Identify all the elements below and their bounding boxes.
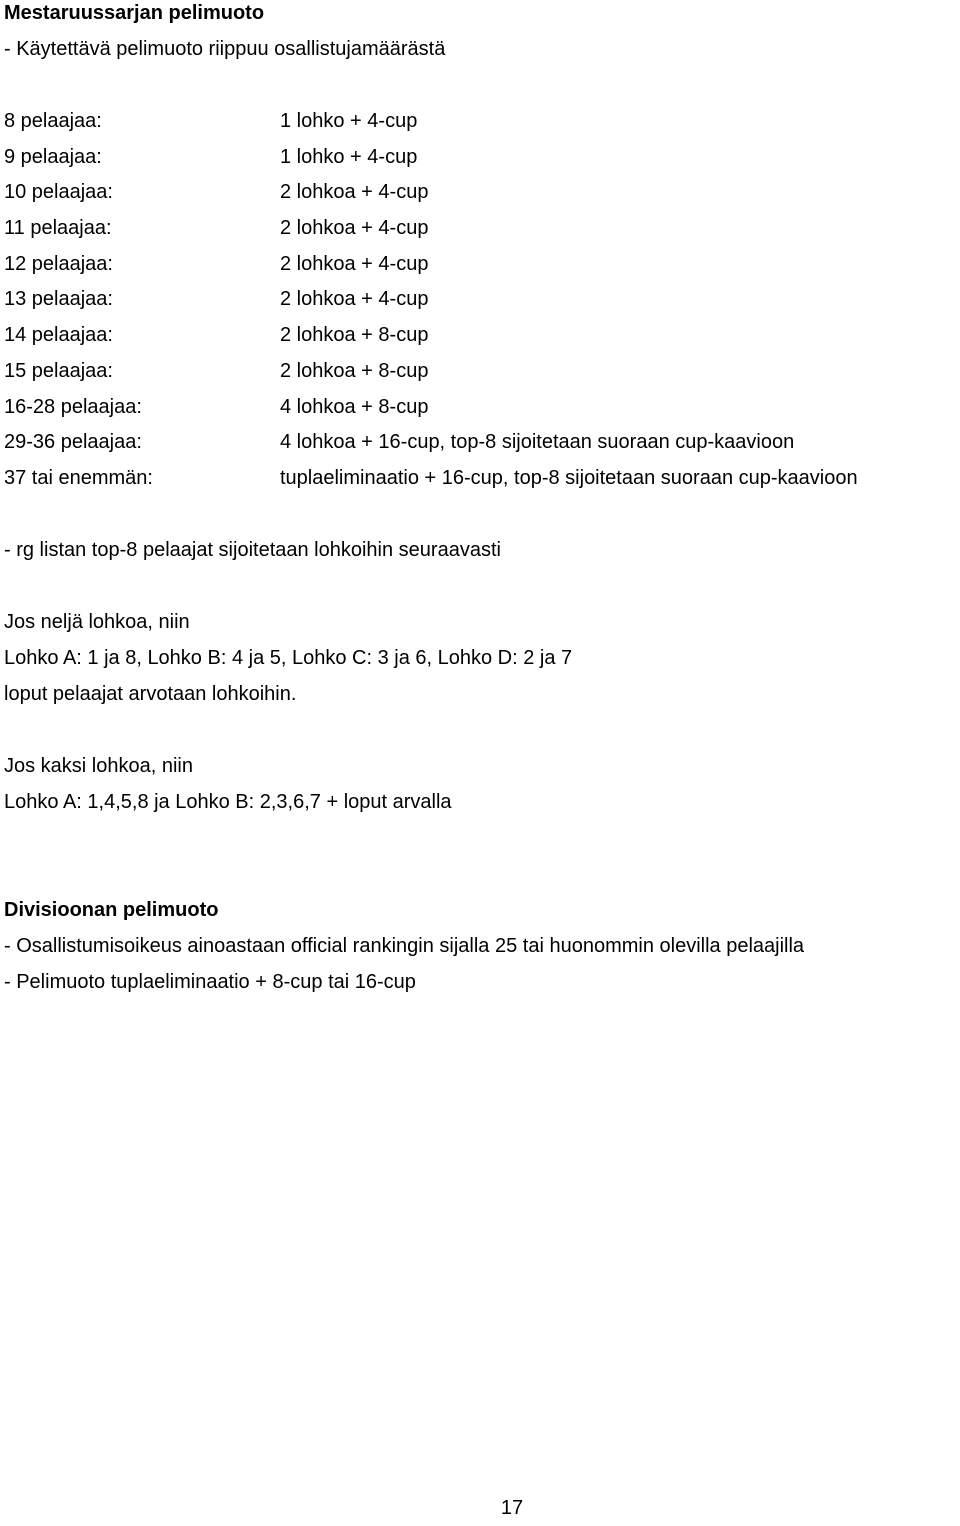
format-row xyxy=(4,174,956,210)
tournament-format: 1 lohko + 4-cup xyxy=(280,110,418,132)
spacer xyxy=(4,67,956,103)
format-row xyxy=(4,460,956,496)
player-count: 8 pelaajaa: xyxy=(4,110,102,132)
two-groups-title: Jos kaksi lohkoa, niin xyxy=(4,754,193,777)
format-row xyxy=(4,424,956,460)
format-row xyxy=(4,317,956,353)
tournament-format: 4 lohkoa + 8-cup xyxy=(280,395,429,418)
tournament-format: 1 lohko + 4-cup xyxy=(280,145,418,168)
tournament-format: 2 lohkoa + 4-cup xyxy=(280,288,429,311)
player-count: 15 pelaajaa: xyxy=(4,359,113,382)
spacer xyxy=(4,856,956,892)
spacer xyxy=(4,712,956,748)
format-row xyxy=(4,353,956,389)
tournament-format: tuplaeliminaatio + 16-cup, top-8 sijoitetaan suoraan cup-kaavioon xyxy=(280,466,858,489)
tournament-format: 2 lohkoa + 4-cup xyxy=(280,217,429,240)
tournament-format: 4 lohkoa + 16-cup, top-8 sijoitetaan suoraan cup-kaavioon xyxy=(280,431,795,454)
four-groups-title: Jos neljä lohkoa, niin xyxy=(4,610,190,633)
format-row xyxy=(4,139,956,175)
four-groups-assignment: Lohko A: 1 ja 8, Lohko B: 4 ja 5, Lohko C: 3 ja 6, Lohko D: 2 ja 7 xyxy=(4,646,573,669)
tournament-format: 2 lohkoa + 4-cup xyxy=(280,252,429,275)
player-count: 14 pelaajaa: xyxy=(4,324,113,347)
format-row xyxy=(4,281,956,317)
spacer xyxy=(4,820,956,856)
player-count: 12 pelaajaa: xyxy=(4,252,113,275)
player-count: 10 pelaajaa: xyxy=(4,181,113,204)
division-format: - Pelimuoto tuplaeliminaatio + 8-cup tai 16-cup xyxy=(4,970,416,993)
format-row xyxy=(4,210,956,246)
player-count: 29-36 pelaajaa: xyxy=(4,431,142,454)
tournament-format: 2 lohkoa + 8-cup xyxy=(280,359,429,382)
tournament-format: 2 lohkoa + 4-cup xyxy=(280,181,429,204)
tournament-format: 2 lohkoa + 8-cup xyxy=(280,324,429,347)
championship-heading: Mestaruussarjan pelimuoto xyxy=(4,2,265,24)
championship-intro: - Käytettävä pelimuoto riippuu osallistujamäärästä xyxy=(4,38,446,60)
division-eligibility: - Osallistumisoikeus ainoastaan official rankingin sijalla 25 tai huonommin olevilla pelaajilla xyxy=(4,934,805,957)
format-row xyxy=(4,246,956,282)
player-count: 9 pelaajaa: xyxy=(4,145,102,168)
division-heading: Divisioonan pelimuoto xyxy=(4,898,219,921)
format-row xyxy=(4,389,956,425)
format-row xyxy=(4,103,956,139)
seeding-note: - rg listan top-8 pelaajat sijoitetaan lohkoihin seuraavasti xyxy=(4,538,501,561)
player-count: 13 pelaajaa: xyxy=(4,288,113,311)
player-count: 37 tai enemmän: xyxy=(4,466,153,489)
two-groups-assignment: Lohko A: 1,4,5,8 ja Lohko B: 2,3,6,7 + loput arvalla xyxy=(4,790,452,813)
format-table xyxy=(4,103,956,496)
document-page xyxy=(4,0,956,1000)
player-count: 11 pelaajaa: xyxy=(4,217,112,240)
four-groups-rest: loput pelaajat arvotaan lohkoihin. xyxy=(4,682,297,705)
spacer xyxy=(4,496,956,532)
player-count: 16-28 pelaajaa: xyxy=(4,395,142,418)
page-number: 17 xyxy=(500,1497,524,1519)
spacer xyxy=(4,568,956,604)
